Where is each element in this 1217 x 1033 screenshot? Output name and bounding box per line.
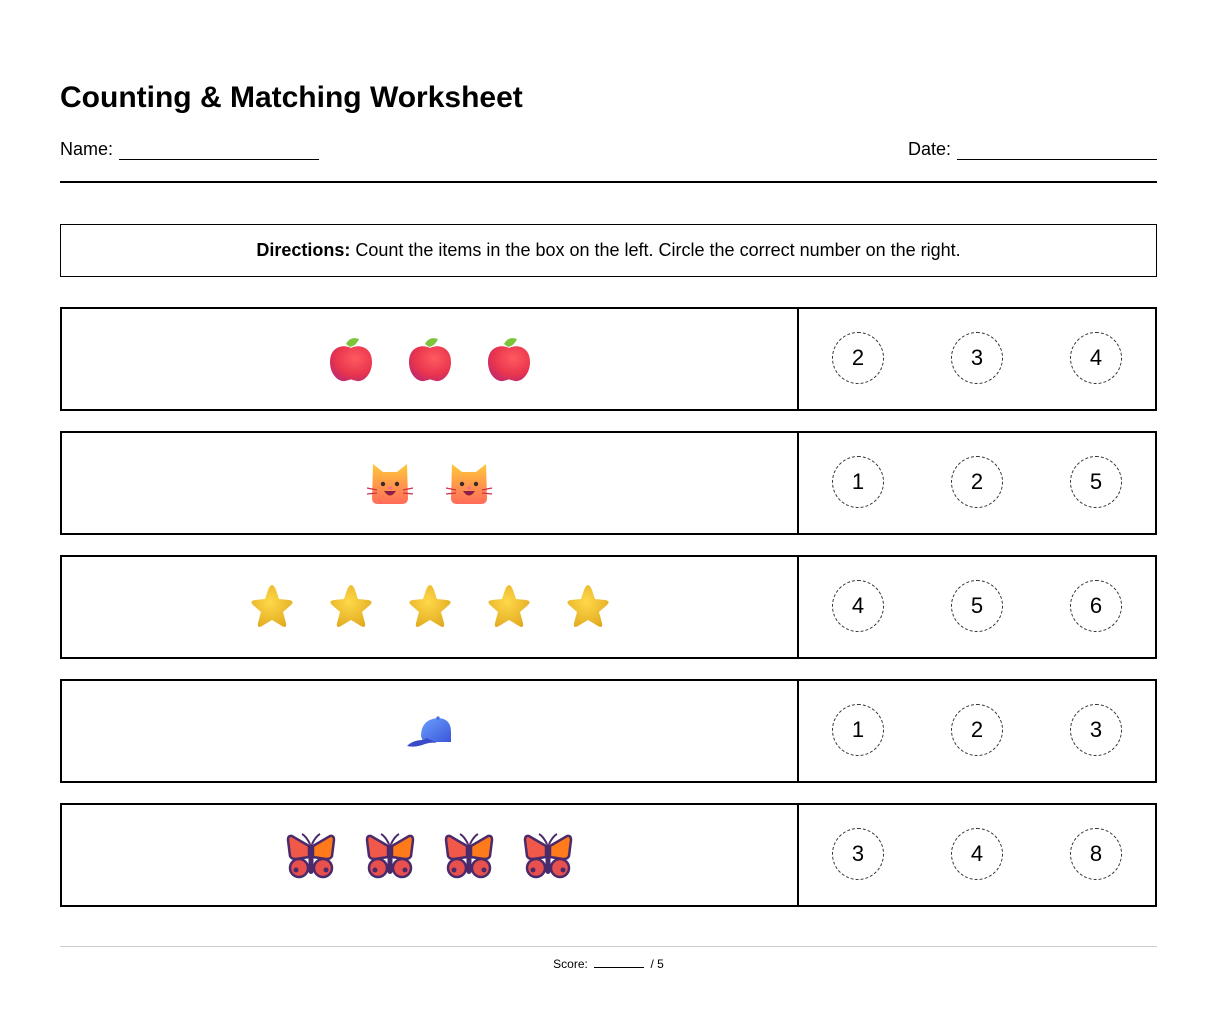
- butterfly-icon: [286, 830, 336, 880]
- answer-choice-3[interactable]: 3: [832, 828, 884, 880]
- answer-choices: [799, 557, 1155, 657]
- exercise-row: [60, 555, 1157, 659]
- directions-label: Directions:: [256, 240, 351, 260]
- answer-choice-3[interactable]: 3: [951, 332, 1003, 384]
- score-label: Score:: [553, 957, 588, 971]
- answer-choice-2[interactable]: 2: [832, 332, 884, 384]
- exercise-row: [60, 679, 1157, 783]
- name-field: [60, 139, 319, 160]
- answer-choice-3[interactable]: 3: [1070, 704, 1122, 756]
- directions-text: Count the items in the box on the left. Circle the correct number on the right.: [355, 240, 961, 260]
- answer-choice-8[interactable]: 8: [1070, 828, 1122, 880]
- count-items-box: [62, 805, 799, 905]
- count-items-box: [62, 557, 799, 657]
- exercise-row: [60, 431, 1157, 535]
- answer-choice-1[interactable]: 1: [832, 456, 884, 508]
- answer-choice-5[interactable]: 5: [951, 580, 1003, 632]
- header-divider: [60, 181, 1157, 183]
- cat-face-icon: [444, 458, 494, 508]
- directions-box: [60, 224, 1157, 277]
- answer-choice-2[interactable]: 2: [951, 704, 1003, 756]
- cap-icon: [405, 706, 455, 756]
- star-icon: [484, 582, 534, 632]
- star-icon: [247, 582, 297, 632]
- count-items-box: [62, 681, 799, 781]
- answer-choice-2[interactable]: 2: [951, 456, 1003, 508]
- score-line: [60, 957, 1157, 971]
- date-label: Date:: [907, 139, 951, 159]
- name-blank[interactable]: [119, 143, 319, 160]
- date-field: [908, 139, 1157, 160]
- student-info: [60, 139, 1157, 163]
- exercise-row: [60, 307, 1157, 411]
- answer-choice-4[interactable]: 4: [832, 580, 884, 632]
- score-blank[interactable]: [594, 957, 644, 968]
- star-icon: [326, 582, 376, 632]
- score-total: / 5: [650, 957, 664, 971]
- answer-choices: [799, 309, 1155, 409]
- count-items-box: [62, 309, 799, 409]
- star-icon: [405, 582, 455, 632]
- butterfly-icon: [365, 830, 415, 880]
- star-icon: [563, 582, 613, 632]
- date-blank[interactable]: [957, 143, 1157, 160]
- count-items-box: [62, 433, 799, 533]
- apple-icon: [405, 334, 455, 384]
- answer-choice-1[interactable]: 1: [832, 704, 884, 756]
- answer-choices: [799, 433, 1155, 533]
- name-label: Name:: [60, 139, 114, 159]
- exercise-row: [60, 803, 1157, 907]
- answer-choice-4[interactable]: 4: [1070, 332, 1122, 384]
- answer-choices: [799, 805, 1155, 905]
- butterfly-icon: [444, 830, 494, 880]
- answer-choice-5[interactable]: 5: [1070, 456, 1122, 508]
- footer-divider: [60, 946, 1157, 947]
- butterfly-icon: [523, 830, 573, 880]
- apple-icon: [484, 334, 534, 384]
- cat-face-icon: [365, 458, 415, 508]
- page-title: Counting & Matching Worksheet: [60, 81, 523, 114]
- apple-icon: [326, 334, 376, 384]
- answer-choice-6[interactable]: 6: [1070, 580, 1122, 632]
- answer-choice-4[interactable]: 4: [951, 828, 1003, 880]
- answer-choices: [799, 681, 1155, 781]
